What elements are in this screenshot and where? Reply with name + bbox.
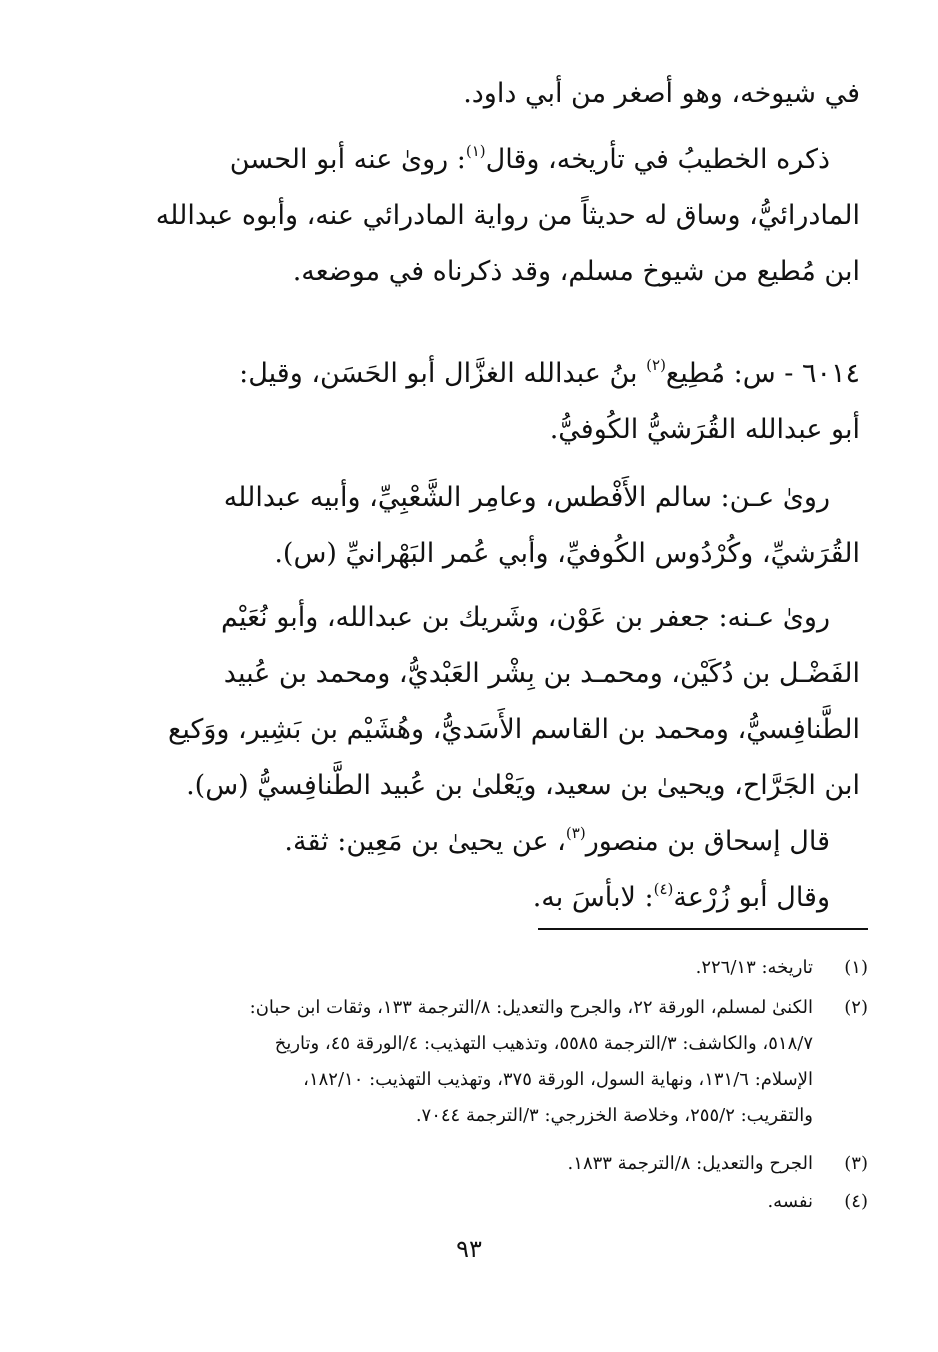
footnote-line: تاريخه: ٢٢٦/١٣.: [695, 957, 813, 978]
paragraph-narrated-from: [160, 470, 860, 582]
text-segment: ذكره الخطيبُ في تأريخه، وقال: [485, 144, 830, 175]
text-line: المادرائيُّ، وساق له حديثاً من رواية المادرائي عنه، وأبوه عبدالله: [155, 200, 860, 231]
footnote-2: [162, 990, 868, 1134]
page-number: ٩٣: [456, 1235, 482, 1263]
text-segment: : روىٰ عنه أبو الحسن: [229, 144, 466, 175]
footnote-number: (٣): [844, 1153, 868, 1174]
paragraph-continuation: [160, 66, 860, 122]
footnote-line: نفسه.: [767, 1191, 813, 1212]
text-line: [160, 814, 860, 870]
paragraph-grading: [160, 814, 860, 926]
footnote-ref[interactable]: (٣): [565, 824, 586, 842]
text-segment: بنُ عبدالله الغزَّال أبو الحَسَن، وقيل:: [239, 358, 647, 389]
footnote-ref[interactable]: (٤): [653, 880, 674, 898]
footnote-line: الجرح والتعديل: ٨/الترجمة ١٨٣٣.: [567, 1153, 813, 1174]
footnote-number: (٤): [844, 1191, 868, 1212]
text-line: روىٰ عـن: سالم الأَفْطس، وعامِر الشَّعْبِيِّ، وأبيه عبدالله: [223, 482, 830, 513]
text-line: الطَّنافِسيُّ، ومحمد بن القاسم الأَسَديُّ، وهُشَيْم بن بَشِير، ووَكيع: [167, 714, 860, 745]
text-line: الفَضْـل بن دُكَيْن، ومحمـد بن بِشْر العَبْديُّ، ومحمد بن عُبيد: [223, 658, 860, 689]
text-segment: ، عن يحيىٰ بن مَعِين: ثقة.: [284, 826, 566, 857]
text-line: روىٰ عـنه: جعفر بن عَوْن، وشَريك بن عبدالله، وأبو نُعَيْم: [221, 602, 830, 633]
paragraph-narrated-by: [160, 590, 860, 814]
text-line: ابن الجَرَّاح، ويحيىٰ بن سعيد، ويَعْلىٰ بن عُبيد الطَّنافِسيُّ (س).: [186, 770, 860, 801]
entry-heading: [160, 346, 860, 458]
footnote-line: والتقريب: ٢٥٥/٢، وخلاصة الخزرجي: ٣/الترجمة ٧٠٤٤.: [415, 1105, 813, 1126]
text-line: أبو عبدالله القُرَشيُّ الكُوفيُّ.: [549, 414, 860, 445]
text-line: في شيوخه، وهو أصغر من أبي داود.: [463, 78, 860, 109]
text-line: [160, 346, 860, 402]
footnote-ref[interactable]: (١): [465, 142, 486, 160]
paragraph-khatib: [155, 132, 860, 300]
text-line: ابن مُطيع من شيوخ مسلم، وقد ذكرناه في موضعه.: [292, 256, 860, 287]
footnote-number: (١): [844, 957, 868, 978]
text-segment: ٦٠١٤ - س: مُطِيع: [665, 358, 860, 389]
footnote-4: [162, 1184, 868, 1220]
text-segment: وقال أبو زُرْعة: [673, 882, 830, 913]
text-line: [160, 132, 860, 188]
text-segment: : لابأسَ به.: [532, 882, 654, 913]
footnote-number: (٢): [844, 997, 868, 1018]
footnote-divider: [538, 928, 868, 930]
footnote-line: الكنىٰ لمسلم، الورقة ٢٢، والجرح والتعديل: ٨/الترجمة ١٣٣، وثقات ابن حبان:: [249, 997, 813, 1018]
footnote-line: ٥١٨/٧، والكاشف: ٣/الترجمة ٥٥٨٥، وتذهيب التهذيب: ٤/الورقة ٤٥، وتاريخ: [274, 1033, 813, 1054]
text-line: القُرَشيِّ، وكُرْدُوس الكُوفيِّ، وأبي عُمر البَهْرانيِّ (س).: [274, 538, 860, 569]
footnote-1: [162, 950, 868, 986]
footnote-ref[interactable]: (٢): [646, 356, 666, 374]
footnote-3: [162, 1146, 868, 1182]
footnote-line: الإسلام: ١٣١/٦، ونهاية السول، الورقة ٣٧٥، وتهذيب التهذيب: ١٨٢/١٠،: [303, 1069, 813, 1090]
text-line: [160, 870, 860, 926]
text-segment: قال إسحاق بن منصور: [585, 826, 830, 857]
